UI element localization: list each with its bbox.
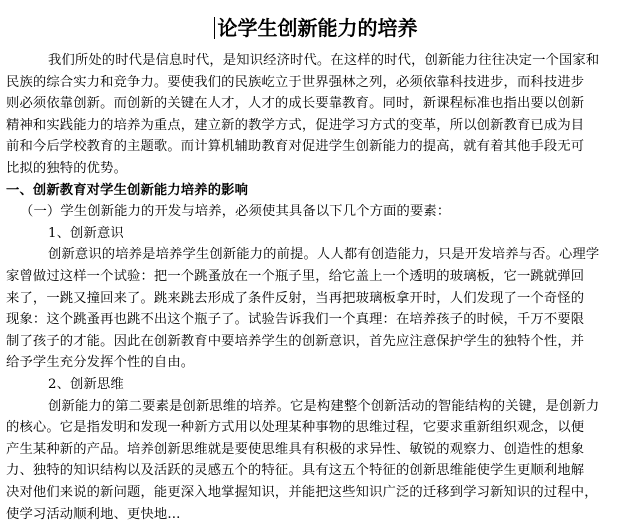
text-line: 家曾做过这样一个试验：把一个跳蚤放在一个瓶子里，给它盖上一个透明的玻璃板，它一跳就弹回 <box>6 269 585 284</box>
text-line: 则必须依靠创新。而创新的关键在人才，人才的成长要靠教育。同时，新课程标准也指出要以创新 <box>6 96 585 112</box>
text-line: 产生某种新的产品。培养创新思维就是要使思维具有积极的求异性、敏锐的观察力、创造性的想象 <box>6 441 585 457</box>
text-line: 前和今后学校教育的主题歌。而计算机辅助教育对促进学生创新能力的提高，就有着其他手段无可 <box>6 139 585 155</box>
text-line: 创新能力的第二要素是创新思维的培养。它是构建整个创新活动的智能结构的关键，是创新力 <box>48 398 600 414</box>
document-title: 论学生创新能力的培养 <box>217 16 418 40</box>
text-line: 1、创新意识 <box>48 225 124 241</box>
section-heading: 一、创新教育对学生创新能力培养的影响 <box>6 182 249 198</box>
text-line: 来了，一跳又撞回来了。跳来跳去形成了条件反射，当再把玻璃板拿开时，人们发现了一个奇怪的 <box>6 290 585 306</box>
text-line: 精神和实践能力的培养为重点，建立新的教学方式，促进学习方式的变革，所以创新教育已成为目 <box>6 117 585 133</box>
text-line: 决对他们来说的新问题，能更深入地掌握知识，并能把这些知识广泛的迁移到学习新知识的过程中， <box>6 485 598 500</box>
text-line: 力、独特的知识结构以及活跃的灵感五个的特征。具有这五个特征的创新思维能使学生更顺利地解 <box>6 463 585 479</box>
text-line: 2、创新思维 <box>48 377 124 392</box>
text-line: 使学习活动顺利地、更快地... <box>6 506 181 522</box>
text-line: 民族的综合实力和竞争力。要使我们的民族屹立于世界强林之列，必须依靠科技进步，而科技进步 <box>6 74 585 90</box>
text-line: 现象：这个跳蚤再也跳不出这个瓶子了。试验告诉我们一个真理：在培养孩子的时候，千万不要限 <box>6 312 585 328</box>
text-line: 我们所处的时代是信息时代，是知识经济时代。在这样的时代，创新能力往往决定一个国家和 <box>48 53 600 68</box>
document-title-row <box>0 14 631 42</box>
text-line: 的核心。它是指发明和发现一种新方式用以处理某种事物的思维过程，它要求重新组织观念，以便 <box>6 420 585 436</box>
text-line: 比拟的独特的优势。 <box>6 161 128 176</box>
text-line: （一）学生创新能力的开发与培养，必须使其具备以下几个方面的要素： <box>20 204 451 220</box>
text-cursor <box>214 17 215 39</box>
text-line: 创新意识的培养是培养学生创新能力的前提。人人都有创造能力，只是开发培养与否。心理学 <box>48 247 600 263</box>
text-line: 制了孩子的才能。因此在创新教育中要培养学生的创新意识，首先应注意保护学生的独特个性，并 <box>6 333 585 349</box>
text-line: 给予学生充分发挥个性的自由。 <box>6 355 195 371</box>
